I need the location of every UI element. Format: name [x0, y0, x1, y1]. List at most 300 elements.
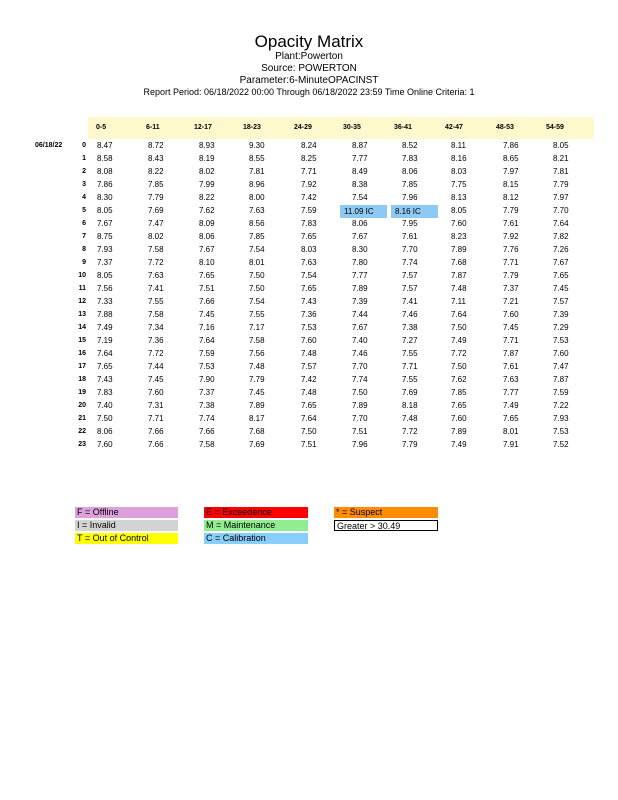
table-cell: 7.61 [503, 219, 519, 228]
table-cell: 7.50 [249, 284, 265, 293]
row-hour: 6 [82, 220, 86, 227]
table-cell: 7.77 [352, 271, 368, 280]
table-cell: 8.47 [97, 141, 113, 150]
table-cell: 7.36 [148, 336, 164, 345]
legend-item: Greater > 30.49 [334, 520, 438, 531]
table-cell: 8.30 [97, 193, 113, 202]
table-cell: 7.50 [352, 388, 368, 397]
table-cell: 8.49 [352, 167, 368, 176]
table-cell: 7.16 [199, 323, 215, 332]
table-cell: 7.86 [503, 141, 519, 150]
table-cell: 7.79 [148, 193, 164, 202]
table-cell: 7.58 [148, 310, 164, 319]
table-cell: 7.59 [199, 349, 215, 358]
table-cell: 8.01 [503, 427, 519, 436]
table-row [0, 153, 618, 167]
table-row [0, 270, 618, 284]
table-cell: 7.86 [97, 180, 113, 189]
table-cell: 7.50 [451, 323, 467, 332]
table-cell: 7.70 [553, 206, 569, 215]
table-cell: 8.55 [249, 154, 265, 163]
table-cell: 8.02 [148, 232, 164, 241]
table-cell: 7.41 [402, 297, 418, 306]
table-row [0, 218, 618, 232]
table-cell: 9.30 [249, 141, 265, 150]
table-cell: 7.63 [148, 271, 164, 280]
legend-item: C = Calibration [204, 533, 308, 544]
table-cell: 8.19 [199, 154, 215, 163]
table-cell: 8.16 IC [391, 205, 438, 218]
table-cell: 7.37 [199, 388, 215, 397]
table-cell: 7.93 [97, 245, 113, 254]
table-cell: 7.51 [352, 427, 368, 436]
table-cell: 8.22 [199, 193, 215, 202]
row-hour: 20 [78, 402, 86, 409]
table-cell: 7.85 [402, 180, 418, 189]
row-hour: 13 [78, 311, 86, 318]
table-cell: 7.46 [352, 349, 368, 358]
table-cell: 7.89 [451, 427, 467, 436]
table-cell: 7.50 [451, 362, 467, 371]
table-cell: 7.57 [402, 271, 418, 280]
table-cell: 7.47 [148, 219, 164, 228]
table-row [0, 192, 618, 206]
table-cell: 7.74 [402, 258, 418, 267]
table-cell: 7.96 [402, 193, 418, 202]
table-cell: 7.62 [451, 375, 467, 384]
table-cell: 8.30 [352, 245, 368, 254]
table-cell: 7.67 [553, 258, 569, 267]
table-cell: 8.05 [97, 271, 113, 280]
row-hour: 7 [82, 233, 86, 240]
table-cell: 7.17 [249, 323, 265, 332]
table-cell: 8.05 [553, 141, 569, 150]
table-cell: 8.21 [553, 154, 569, 163]
row-hour: 17 [78, 363, 86, 370]
table-cell: 7.64 [451, 310, 467, 319]
table-cell: 7.60 [451, 414, 467, 423]
table-cell: 7.71 [148, 414, 164, 423]
table-cell: 8.65 [503, 154, 519, 163]
table-cell: 8.93 [199, 141, 215, 150]
table-cell: 7.83 [97, 388, 113, 397]
table-row [0, 296, 618, 310]
table-cell: 7.57 [553, 297, 569, 306]
table-cell: 7.65 [301, 284, 317, 293]
table-cell: 8.24 [301, 141, 317, 150]
table-cell: 7.70 [352, 414, 368, 423]
table-cell: 7.79 [503, 206, 519, 215]
table-cell: 7.33 [97, 297, 113, 306]
column-header: 36-41 [394, 124, 412, 131]
table-cell: 7.89 [249, 401, 265, 410]
table-cell: 7.90 [199, 375, 215, 384]
table-cell: 8.72 [148, 141, 164, 150]
table-cell: 8.00 [249, 193, 265, 202]
table-cell: 7.66 [148, 440, 164, 449]
table-cell: 7.29 [553, 323, 569, 332]
table-cell: 7.53 [553, 336, 569, 345]
table-cell: 7.85 [451, 388, 467, 397]
table-row [0, 400, 618, 414]
row-hour: 4 [82, 194, 86, 201]
table-cell: 7.59 [553, 388, 569, 397]
table-cell: 8.43 [148, 154, 164, 163]
table-cell: 7.42 [301, 375, 317, 384]
table-cell: 7.79 [402, 440, 418, 449]
table-cell: 8.06 [402, 167, 418, 176]
table-row [0, 257, 618, 271]
table-cell: 7.85 [249, 232, 265, 241]
table-cell: 7.61 [503, 362, 519, 371]
table-cell: 7.87 [503, 349, 519, 358]
table-cell: 8.23 [451, 232, 467, 241]
table-cell: 7.80 [352, 258, 368, 267]
table-cell: 7.45 [249, 388, 265, 397]
table-cell: 7.82 [553, 232, 569, 241]
table-row [0, 335, 618, 349]
row-hour: 19 [78, 389, 86, 396]
table-row [0, 348, 618, 362]
table-cell: 7.69 [249, 440, 265, 449]
table-cell: 7.89 [451, 245, 467, 254]
table-cell: 7.21 [503, 297, 519, 306]
table-cell: 7.37 [503, 284, 519, 293]
plant-line: Plant:Powerton [275, 51, 343, 62]
table-cell: 7.27 [402, 336, 418, 345]
row-hour: 18 [78, 376, 86, 383]
table-row [0, 283, 618, 297]
table-cell: 7.55 [148, 297, 164, 306]
table-cell: 7.65 [553, 271, 569, 280]
row-hour: 15 [78, 337, 86, 344]
table-cell: 7.22 [553, 401, 569, 410]
legend-item: E = Exceedence [204, 507, 308, 518]
row-hour: 5 [82, 207, 86, 214]
table-row [0, 179, 618, 193]
table-cell: 7.49 [451, 440, 467, 449]
table-cell: 7.36 [301, 310, 317, 319]
table-cell: 7.44 [148, 362, 164, 371]
table-cell: 7.54 [249, 245, 265, 254]
table-cell: 7.60 [503, 310, 519, 319]
table-cell: 7.69 [148, 206, 164, 215]
table-cell: 7.65 [301, 401, 317, 410]
row-hour: 12 [78, 298, 86, 305]
table-cell: 7.71 [503, 336, 519, 345]
row-hour: 11 [78, 285, 86, 292]
table-cell: 7.11 [451, 297, 466, 306]
table-cell: 8.13 [451, 193, 467, 202]
row-hour: 3 [82, 181, 86, 188]
table-cell: 7.81 [249, 167, 265, 176]
row-hour: 22 [78, 428, 86, 435]
table-cell: 7.74 [352, 375, 368, 384]
table-cell: 7.66 [199, 297, 215, 306]
table-cell: 7.64 [553, 219, 569, 228]
legend-item: I = Invalid [75, 520, 178, 531]
table-cell: 7.79 [553, 180, 569, 189]
report-period-line: Report Period: 06/18/2022 00:00 Through 06/18/2022 23:59 Time Online Criteria: 1 [143, 87, 475, 97]
table-cell: 8.12 [503, 193, 519, 202]
table-cell: 7.31 [148, 401, 164, 410]
table-cell: 7.45 [553, 284, 569, 293]
row-hour: 8 [82, 246, 86, 253]
table-cell: 7.76 [503, 245, 519, 254]
table-cell: 7.95 [402, 219, 418, 228]
table-row [0, 322, 618, 336]
column-header: 54-59 [546, 124, 564, 131]
table-cell: 8.06 [97, 427, 113, 436]
table-cell: 7.97 [553, 193, 569, 202]
table-cell: 7.53 [553, 427, 569, 436]
column-header: 48-53 [496, 124, 514, 131]
report-title: Opacity Matrix [254, 32, 364, 51]
table-cell: 7.64 [301, 414, 317, 423]
table-row [0, 374, 618, 388]
table-cell: 8.01 [249, 258, 265, 267]
table-cell: 7.74 [199, 414, 215, 423]
row-hour: 2 [82, 168, 86, 175]
table-cell: 7.61 [402, 232, 418, 241]
report-date: 06/18/22 [35, 142, 63, 149]
table-cell: 7.34 [148, 323, 164, 332]
table-cell: 7.91 [503, 440, 519, 449]
table-cell: 7.38 [199, 401, 215, 410]
table-cell: 7.60 [451, 219, 467, 228]
table-cell: 7.59 [301, 206, 317, 215]
table-cell: 8.22 [148, 167, 164, 176]
table-cell: 7.63 [249, 206, 265, 215]
column-header-band [88, 117, 594, 139]
table-row [0, 439, 618, 453]
table-cell: 7.55 [402, 375, 418, 384]
table-cell: 7.70 [402, 245, 418, 254]
table-cell: 7.58 [249, 336, 265, 345]
table-cell: 8.58 [97, 154, 113, 163]
table-cell: 8.03 [301, 245, 317, 254]
table-cell: 7.60 [301, 336, 317, 345]
row-hour: 9 [82, 259, 86, 266]
table-cell: 7.55 [402, 349, 418, 358]
table-cell: 7.77 [352, 154, 368, 163]
table-cell: 7.46 [402, 310, 418, 319]
table-cell: 7.71 [301, 167, 317, 176]
column-header: 42-47 [445, 124, 463, 131]
table-cell: 7.66 [148, 427, 164, 436]
table-cell: 7.79 [249, 375, 265, 384]
table-cell: 7.40 [352, 336, 368, 345]
table-cell: 8.56 [249, 219, 265, 228]
table-cell: 7.72 [451, 349, 467, 358]
row-hour: 0 [82, 142, 86, 149]
table-cell: 7.99 [199, 180, 215, 189]
table-cell: 7.71 [503, 258, 519, 267]
table-cell: 7.49 [97, 323, 113, 332]
table-cell: 8.52 [402, 141, 418, 150]
table-cell: 7.65 [503, 414, 519, 423]
table-cell: 7.83 [301, 219, 317, 228]
table-cell: 8.06 [352, 219, 368, 228]
table-cell: 7.93 [553, 414, 569, 423]
table-cell: 7.97 [503, 167, 519, 176]
table-cell: 7.52 [553, 440, 569, 449]
table-cell: 7.40 [97, 401, 113, 410]
table-cell: 7.63 [503, 375, 519, 384]
table-cell: 7.45 [148, 375, 164, 384]
table-cell: 7.87 [451, 271, 467, 280]
table-cell: 7.49 [503, 401, 519, 410]
table-cell: 7.67 [97, 219, 113, 228]
table-cell: 7.42 [301, 193, 317, 202]
row-hour: 14 [78, 324, 86, 331]
table-cell: 8.75 [97, 232, 113, 241]
table-cell: 7.87 [553, 375, 569, 384]
table-row [0, 244, 618, 258]
table-cell: 8.11 [451, 141, 466, 150]
table-cell: 7.44 [352, 310, 368, 319]
table-cell: 7.45 [503, 323, 519, 332]
table-cell: 7.43 [97, 375, 113, 384]
parameter-line: Parameter:6-MinuteOPACINST [239, 75, 379, 86]
table-cell: 8.08 [97, 167, 113, 176]
table-cell: 7.62 [199, 206, 215, 215]
table-cell: 7.58 [199, 440, 215, 449]
table-row [0, 231, 618, 245]
table-cell: 7.54 [352, 193, 368, 202]
table-row [0, 309, 618, 323]
table-cell: 7.72 [402, 427, 418, 436]
table-cell: 7.96 [352, 440, 368, 449]
table-cell: 7.67 [352, 232, 368, 241]
table-cell: 8.05 [451, 206, 467, 215]
table-cell: 7.48 [301, 349, 317, 358]
table-cell: 7.19 [97, 336, 113, 345]
table-cell: 7.50 [301, 427, 317, 436]
table-cell: 7.65 [451, 401, 467, 410]
table-cell: 7.65 [301, 232, 317, 241]
column-header: 30-35 [343, 124, 361, 131]
table-cell: 7.88 [97, 310, 113, 319]
row-hour: 23 [78, 441, 86, 448]
table-cell: 8.25 [301, 154, 317, 163]
table-cell: 7.65 [97, 362, 113, 371]
table-cell: 7.89 [352, 401, 368, 410]
table-row [0, 426, 618, 440]
table-cell: 8.18 [402, 401, 418, 410]
table-cell: 7.58 [148, 245, 164, 254]
table-cell: 8.03 [451, 167, 467, 176]
table-cell: 7.64 [199, 336, 215, 345]
table-cell: 7.65 [199, 271, 215, 280]
table-cell: 7.85 [148, 180, 164, 189]
table-cell: 7.26 [553, 245, 569, 254]
table-cell: 7.50 [249, 271, 265, 280]
table-cell: 7.55 [249, 310, 265, 319]
table-cell: 7.57 [402, 284, 418, 293]
table-cell: 7.54 [249, 297, 265, 306]
table-cell: 7.38 [402, 323, 418, 332]
row-hour: 16 [78, 350, 86, 357]
table-cell: 8.09 [199, 219, 215, 228]
table-cell: 7.81 [553, 167, 569, 176]
table-cell: 7.60 [553, 349, 569, 358]
table-cell: 8.87 [352, 141, 368, 150]
table-cell: 8.96 [249, 180, 265, 189]
row-hour: 10 [78, 272, 86, 279]
table-cell: 7.68 [249, 427, 265, 436]
table-cell: 8.38 [352, 180, 368, 189]
table-cell: 7.51 [199, 284, 215, 293]
row-hour: 21 [78, 415, 86, 422]
table-row [0, 166, 618, 180]
table-cell: 7.47 [553, 362, 569, 371]
table-cell: 7.72 [148, 258, 164, 267]
table-row [0, 361, 618, 375]
legend-item: M = Maintenance [204, 520, 308, 531]
table-cell: 7.89 [352, 284, 368, 293]
table-row [0, 140, 618, 154]
table-cell: 7.49 [451, 336, 467, 345]
table-cell: 7.64 [97, 349, 113, 358]
legend-item: * = Suspect [334, 507, 438, 518]
table-cell: 7.66 [199, 427, 215, 436]
source-line: Source: POWERTON [261, 63, 357, 74]
table-cell: 7.53 [199, 362, 215, 371]
table-cell: 7.48 [301, 388, 317, 397]
column-header: 0-5 [96, 124, 107, 131]
table-cell: 7.56 [97, 284, 113, 293]
table-cell: 7.77 [503, 388, 519, 397]
table-cell: 7.79 [503, 271, 519, 280]
column-header: 12-17 [194, 124, 212, 131]
table-cell: 7.83 [402, 154, 418, 163]
table-cell: 7.67 [199, 245, 215, 254]
table-cell: 8.06 [199, 232, 215, 241]
table-cell: 7.45 [199, 310, 215, 319]
table-cell: 7.92 [503, 232, 519, 241]
table-cell: 7.54 [301, 271, 317, 280]
table-cell: 7.39 [553, 310, 569, 319]
table-row [0, 413, 618, 427]
table-cell: 7.57 [301, 362, 317, 371]
table-cell: 7.69 [402, 388, 418, 397]
table-cell: 7.68 [451, 258, 467, 267]
table-cell: 7.48 [402, 414, 418, 423]
table-cell: 7.50 [97, 414, 113, 423]
table-cell: 7.48 [249, 362, 265, 371]
row-hour: 1 [82, 155, 86, 162]
table-cell: 7.67 [352, 323, 368, 332]
table-row [0, 387, 618, 401]
table-cell: 7.75 [451, 180, 467, 189]
table-cell: 7.37 [97, 258, 113, 267]
table-cell: 7.63 [301, 258, 317, 267]
table-cell: 8.02 [199, 167, 215, 176]
table-cell: 7.92 [301, 180, 317, 189]
table-cell: 7.39 [352, 297, 368, 306]
table-cell: 7.53 [301, 323, 317, 332]
table-cell: 7.72 [148, 349, 164, 358]
table-row [0, 205, 618, 219]
column-header: 18-23 [243, 124, 261, 131]
column-header: 24-29 [294, 124, 312, 131]
legend-item: T = Out of Control [75, 533, 178, 544]
table-cell: 7.56 [249, 349, 265, 358]
table-cell: 8.16 [451, 154, 467, 163]
table-cell: 11.09 IC [340, 205, 387, 218]
table-cell: 7.60 [97, 440, 113, 449]
